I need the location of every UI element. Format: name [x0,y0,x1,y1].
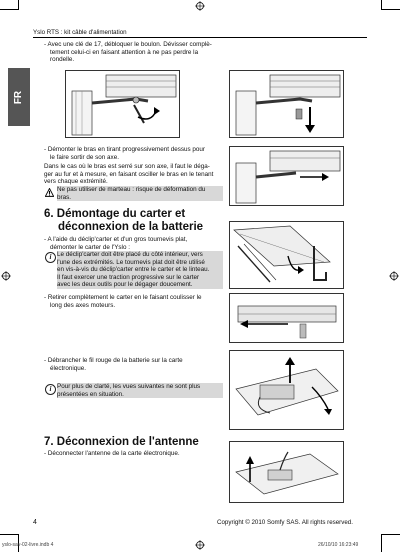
clarity-note: Pour plus de clarté, les vues suivantes ne sont plus présentées en situation. [57,383,223,398]
crop-mark [381,534,382,552]
warning-icon [45,188,54,197]
crop-mark [0,9,18,10]
slug-left: yslo-sav-02-livre.indb 4 [2,542,54,548]
crop-mark [381,0,382,10]
step2-paragraph: Dans le cas où le bras est serré sur son axe, il faut le déga- ger au fur et à mesure, en faisant osciller le bras en le tenant vers chaque extrémité. [44,163,214,186]
section-6-intro: - A l'aide du déclip'carter et d'un gros tournevis plat, démonter le carter de l'Yslo : [44,236,188,251]
section-6-title: 6. Démontage du carter et déconnexion de la batterie [44,208,204,233]
section-7-title: 7. Déconnexion de l'antenne [44,436,199,448]
illustration-unbolt-left [65,70,180,138]
registration-mark-icon [195,540,205,550]
info-note: Le déclip'carter doit être placé du côté intérieur, vers l'une des extrémités. Le tournevis plat doit être utilisé en vis-à-vis du déclip'carter entre le carter et le linteau. Il faut exercer une traction progressive sur le carter avec les deux outils pour le dégager doucement. [57,251,223,289]
remove-carter-text: - Retirer complètement le carter en le faisant coulisser le long des axes moteurs. [44,294,202,309]
language-tab-label: FR [13,90,25,104]
unplug-battery-text: - Débrancher le fil rouge de la batterie sur la carte électronique. [44,357,183,372]
step1-text: - Avec une clé de 17, débloquer le boulon. Dévisser complè- tement celui-ci en faisant attention à ne pas perdre la rondelle. [44,41,212,64]
illustration-battery-board [229,350,344,430]
registration-mark-icon [389,271,399,281]
section-7-text: - Déconnecter l'antenne de la carte électronique. [44,450,180,457]
step2-text: - Démonter le bras en tirant progressivement dessus pour le faire sortir de son axe. [44,146,205,161]
header-rule [33,37,367,38]
copyright: Copyright © 2010 Somfy SAS. All rights reserved. [217,519,353,526]
warning-note: Ne pas utiliser de marteau : risque de déformation du bras. [57,186,223,201]
crop-mark [382,534,400,535]
illustration-slide-carter [229,293,344,343]
info-icon: i [45,252,56,263]
registration-mark-icon [195,1,205,11]
illustration-declip-carter [229,221,344,289]
language-tab [8,68,30,126]
slug-right: 26/10/10 16:23:49 [318,542,359,548]
crop-mark [0,534,18,535]
illustration-antenna [229,441,344,503]
illustration-remove-arm [229,146,344,206]
crop-mark [18,0,19,10]
page-number: 4 [33,519,37,526]
info-icon: i [45,384,56,395]
crop-mark [382,9,400,10]
registration-mark-icon [1,271,11,281]
running-header: Yslo RTS : kit câble d'alimentation [33,29,127,36]
illustration-unbolt-right [229,70,344,138]
